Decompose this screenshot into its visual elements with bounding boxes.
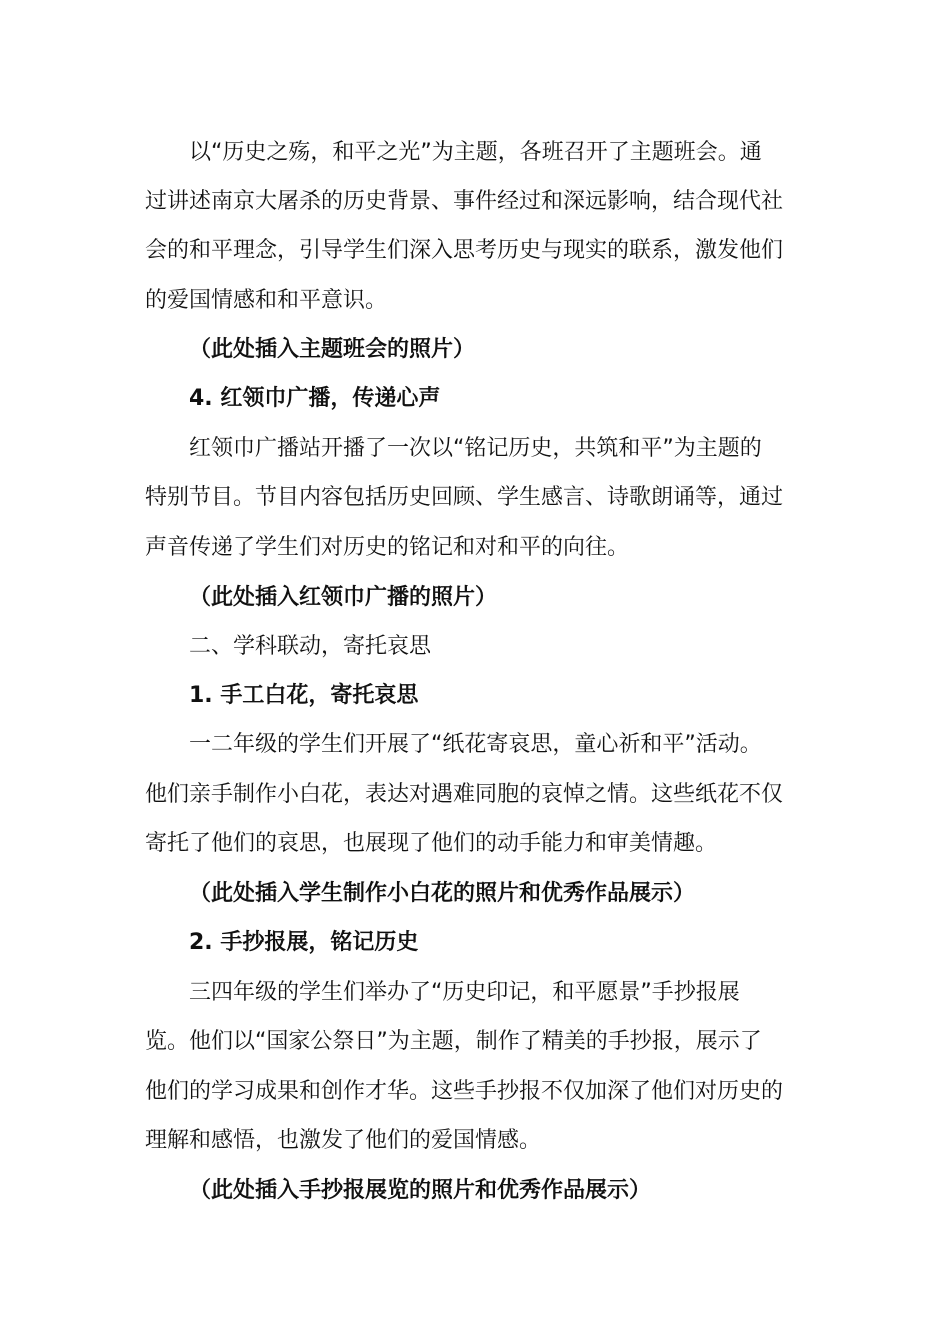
photo-placeholder-note: （此处插入学生制作小白花的照片和优秀作品展示） — [189, 881, 696, 906]
paragraph-line: 理解和感悟，也激发了他们的爱国情感。 — [145, 1128, 542, 1153]
paragraph-line: 他们的学习成果和创作才华。这些手抄报不仅加深了他们对历史的 — [145, 1079, 784, 1104]
photo-placeholder-note: （此处插入主题班会的照片） — [189, 337, 476, 362]
paragraph-line: 以“历史之殇，和平之光”为主题，各班召开了主题班会。通 — [189, 140, 762, 165]
paragraph-line: 红领巾广播站开播了一次以“铭记历史，共筑和平”为主题的 — [189, 436, 762, 461]
subheading: 1. 手工白花，寄托哀思 — [189, 683, 419, 708]
paragraph-line: 声音传递了学生们对历史的铭记和对和平的向往。 — [145, 535, 630, 560]
photo-placeholder-note: （此处插入红领巾广播的照片） — [189, 585, 498, 610]
subheading: 4. 红领巾广播，传递心声 — [189, 386, 441, 411]
paragraph-line: 的爱国情感和和平意识。 — [145, 288, 388, 313]
paragraph-line: 会的和平理念，引导学生们深入思考历史与现实的联系，激发他们 — [145, 238, 784, 263]
paragraph-line: 三四年级的学生们举办了“历史印记，和平愿景”手抄报展 — [189, 980, 740, 1005]
paragraph-line: 过讲述南京大屠杀的历史背景、事件经过和深远影响，结合现代社 — [145, 189, 784, 214]
section-heading: 二、学科联动，寄托哀思 — [189, 634, 432, 659]
subheading: 2. 手抄报展，铭记历史 — [189, 930, 419, 955]
paragraph-line: 他们亲手制作小白花，表达对遇难同胞的哀悼之情。这些纸花不仅 — [145, 782, 784, 807]
paragraph-line: 一二年级的学生们开展了“纸花寄哀思，童心祈和平”活动。 — [189, 732, 762, 757]
paragraph-line: 览。他们以“国家公祭日”为主题，制作了精美的手抄报，展示了 — [145, 1029, 762, 1054]
paragraph-line: 寄托了他们的哀思，也展现了他们的动手能力和审美情趣。 — [145, 831, 718, 856]
paragraph-line: 特别节目。节目内容包括历史回顾、学生感言、诗歌朗诵等，通过 — [145, 485, 784, 510]
photo-placeholder-note: （此处插入手抄报展览的照片和优秀作品展示） — [189, 1178, 652, 1203]
